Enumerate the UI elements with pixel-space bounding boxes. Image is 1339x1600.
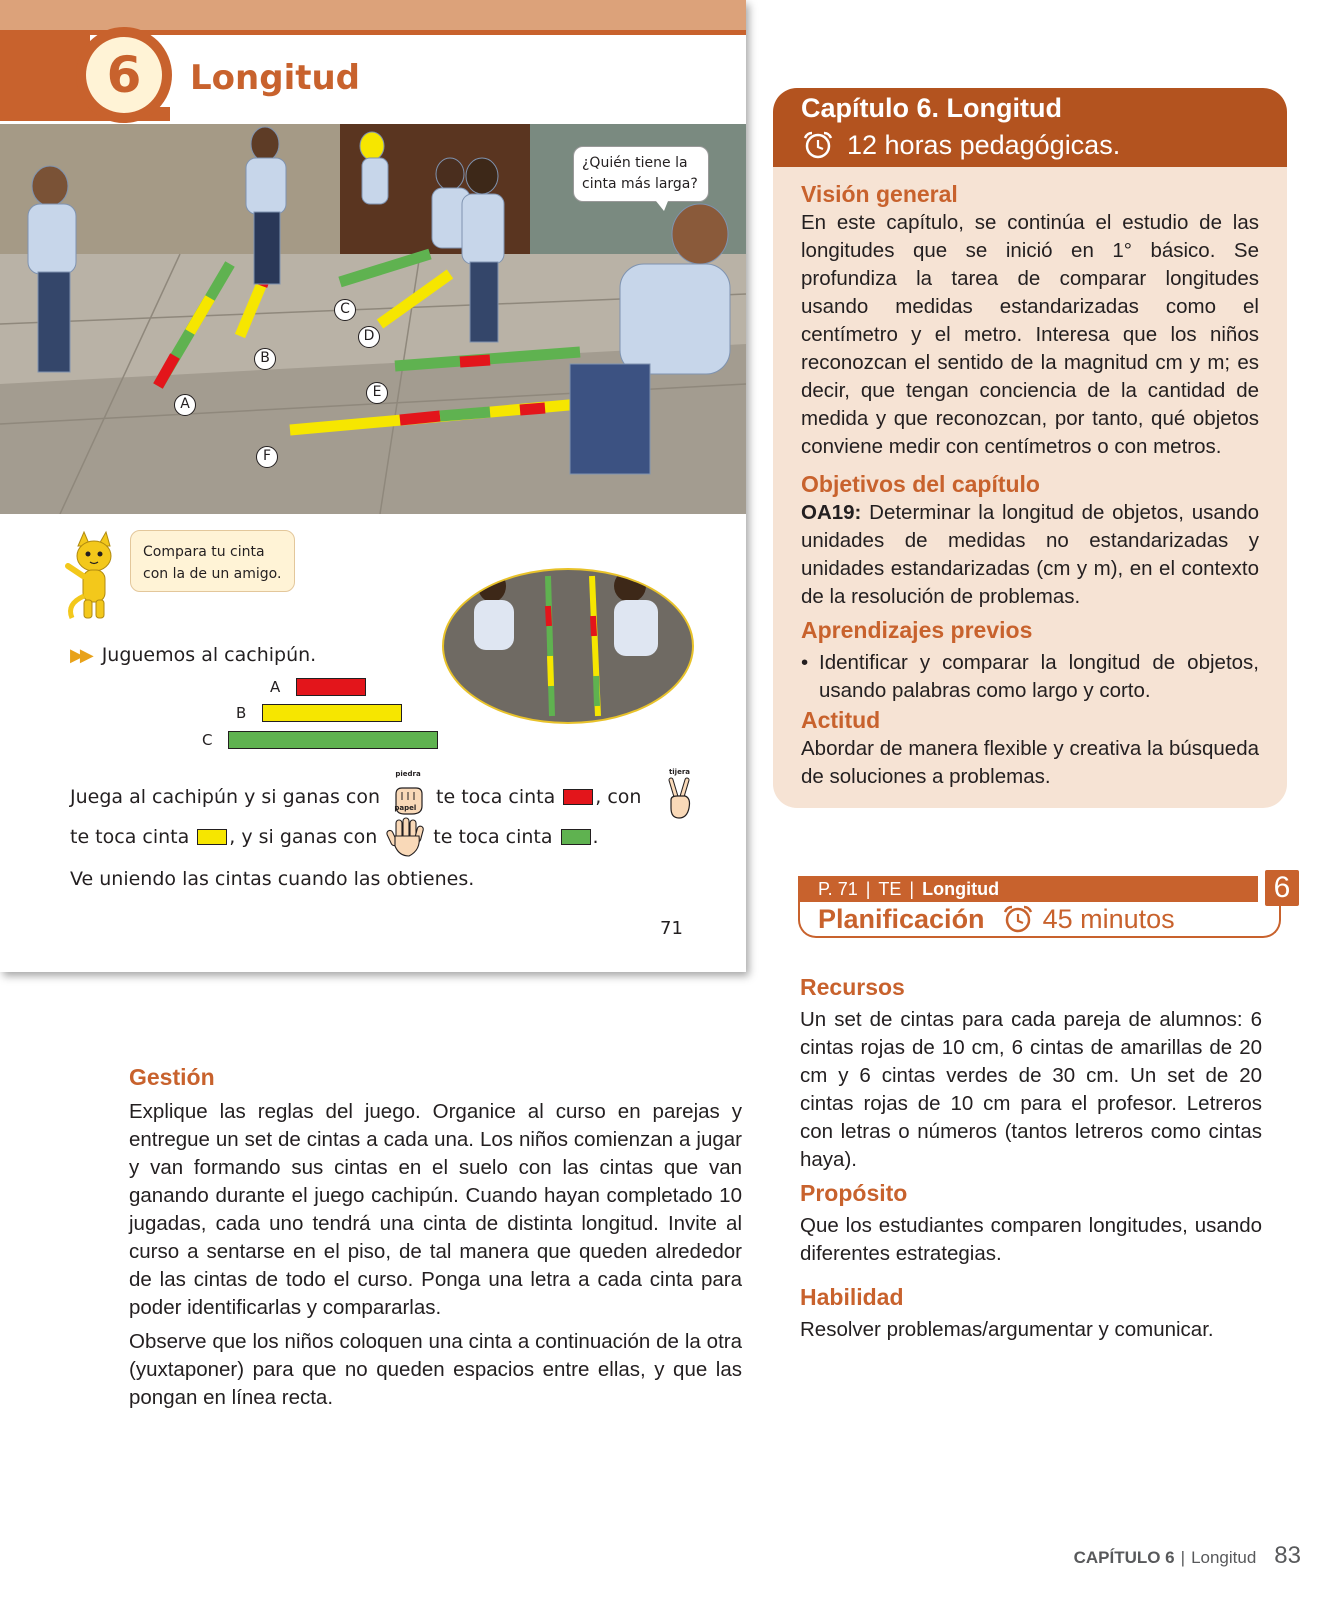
tape-label-c: C bbox=[334, 299, 356, 321]
resources-heading: Recursos bbox=[800, 974, 905, 1000]
chapter-hours-text: 12 horas pedagógicas. bbox=[847, 130, 1121, 160]
page-footer bbox=[1074, 1542, 1301, 1570]
footer-topic: Longitud bbox=[1191, 1548, 1257, 1567]
objective-oa19 bbox=[801, 499, 1259, 611]
page-title: Longitud bbox=[190, 58, 361, 98]
floor-photo bbox=[440, 566, 696, 726]
prior-learning-item bbox=[801, 649, 1259, 705]
prior-learning-text: Identificar y comparar la longitud de objetos, usando palabras como largo y corto. bbox=[819, 651, 1259, 702]
chapter-box-title: Capítulo 6. Longitud bbox=[801, 93, 1062, 123]
chapter-info-box bbox=[773, 88, 1287, 808]
management-paragraph-2: Observe que los niños coloquen una cinta a continuación de la otra (yuxtaponer) para que no queden espacios entre ellas, y que las pongan en línea recta. bbox=[129, 1330, 742, 1409]
oa19-text: Determinar la longitud de objetos, usando unidades de medidas no estandarizadas y unidades estandarizadas (cm y m), en el contexto de la resolución de problemas. bbox=[801, 501, 1259, 608]
cat-speech-bubble: Compara tu cinta con la de un amigo. bbox=[130, 530, 295, 592]
question-bubble: ¿Quién tiene la cinta más larga? bbox=[573, 146, 709, 202]
paper-label: papel bbox=[394, 804, 417, 812]
rule-text-2d: . bbox=[592, 826, 599, 848]
prior-learning-heading: Aprendizajes previos bbox=[801, 617, 1033, 643]
rule-text-2b: , y si ganas con bbox=[229, 826, 378, 848]
objectives-heading: Objetivos del capítulo bbox=[801, 471, 1040, 497]
chapter-number: 6 bbox=[86, 37, 162, 113]
student-page-number: 71 bbox=[660, 918, 683, 939]
red-swatch bbox=[563, 789, 593, 805]
yellow-swatch bbox=[197, 829, 227, 845]
play-arrows-icon: ▶▶ bbox=[70, 644, 90, 665]
alarm-clock-icon bbox=[1001, 904, 1035, 934]
page-ref: P. 71 bbox=[818, 879, 858, 899]
attitude-text: Abordar de manera flexible y creativa la búsqueda de soluciones a problemas. bbox=[801, 737, 1259, 788]
management-section bbox=[129, 1062, 742, 1418]
planning-details bbox=[800, 970, 1262, 1344]
footer-chapter: CAPÍTULO 6 bbox=[1073, 1548, 1175, 1567]
purpose-heading: Propósito bbox=[800, 1180, 908, 1206]
green-swatch bbox=[561, 829, 591, 845]
tape-label-d: D bbox=[358, 326, 380, 348]
rule-line-3: Ve uniendo las cintas cuando las obtienes. bbox=[70, 868, 475, 890]
bullet-icon: • bbox=[801, 651, 809, 674]
oa19-label: OA19: bbox=[801, 501, 862, 524]
vision-text: En este capítulo, se continúa el estudio de las longitudes que se inició en 1° básico. Se profundiza la tarea de comparar longitudes usando medidas estandarizadas como el centímetro y el metro. Interesa que los niños reconozcan el sentido de la magnitud cm y m; es decir, que tengan conciencia de la cantidad de medida y que reconozcan, por tanto, qué objetos conviene medir con centímetros o con metros. bbox=[801, 211, 1259, 458]
rule-line-2 bbox=[70, 804, 599, 860]
tape-label-e: E bbox=[366, 382, 388, 404]
te-label: TE bbox=[878, 879, 902, 899]
separator: | bbox=[1180, 1548, 1186, 1567]
attitude-heading: Actitud bbox=[801, 707, 881, 733]
purpose-text: Que los estudiantes comparen longitudes, usando diferentes estrategias. bbox=[800, 1214, 1262, 1265]
rule-text-1a: Juega al cachipún y si ganas con bbox=[70, 786, 381, 808]
rule-text-2a: te toca cinta bbox=[70, 826, 190, 848]
header-band bbox=[0, 0, 746, 30]
footer-page-number: 83 bbox=[1274, 1542, 1301, 1569]
rule-text-1b: te toca cinta bbox=[436, 786, 556, 808]
chapter-box-header bbox=[773, 88, 1287, 167]
bar-b-tape bbox=[262, 704, 402, 722]
chapter-tab: 6 bbox=[1263, 868, 1301, 908]
activity-text: Juguemos al cachipún. bbox=[101, 644, 317, 666]
skill-text: Resolver problemas/argumentar y comunicar. bbox=[800, 1318, 1214, 1341]
rule-text-2c: te toca cinta bbox=[433, 826, 553, 848]
separator: | bbox=[865, 879, 871, 899]
management-heading: Gestión bbox=[129, 1064, 215, 1090]
tape-label-b: B bbox=[254, 348, 276, 370]
activity-line bbox=[70, 644, 316, 666]
bar-c bbox=[202, 731, 438, 749]
rule-text-1c: , con bbox=[595, 786, 642, 808]
resources-text: Un set de cintas para cada pareja de alumnos: 6 cintas rojas de 10 cm, 6 cintas de amarillas de 20 cm y 6 cintas verdes de 30 cm. Un set de 20 cintas rojas de 10 cm para el profesor. Letreros con letras o números (tantos letreros como cintas haya). bbox=[800, 1008, 1262, 1171]
planning-title: Planificación bbox=[818, 903, 985, 934]
planning-bar bbox=[798, 876, 1258, 902]
management-paragraph-1: Explique las reglas del juego. Organice al curso en parejas y entregue un set de cintas a cada una. Los niños comienzan a jugar y van formando sus cintas en el suelo con las cintas que van ganando durante el juego cachipún. Cuando hayan completado 10 jugadas, cada uno tendrá una cinta de distinta longitud. Invite al curso a sentarse en el piso, de tal manera que queden alrededor de las cintas de todo el curso. Ponga una letra a cada cinta para poder identificarlas y compararlas. bbox=[129, 1100, 742, 1319]
bar-a-tape bbox=[296, 678, 366, 696]
bar-a-letter: A bbox=[270, 678, 281, 696]
planning-time: 45 minutos bbox=[1042, 903, 1175, 934]
skill-heading: Habilidad bbox=[800, 1284, 904, 1310]
scissors-hand-icon bbox=[659, 768, 699, 820]
student-page bbox=[0, 0, 746, 972]
rock-label: piedra bbox=[395, 770, 421, 778]
alarm-clock-icon bbox=[801, 130, 835, 160]
classroom-photo bbox=[0, 124, 746, 514]
chapter-box-body bbox=[773, 167, 1287, 791]
chapter-hours bbox=[801, 126, 1259, 164]
planning-topic: Longitud bbox=[922, 879, 1000, 899]
bar-b-letter: B bbox=[236, 704, 247, 722]
paper-hand-icon bbox=[385, 804, 425, 860]
chapter-badge bbox=[76, 27, 172, 123]
tape-label-f: F bbox=[256, 446, 278, 468]
bar-c-letter: C bbox=[202, 731, 213, 749]
bar-a bbox=[270, 678, 366, 696]
bar-c-tape bbox=[228, 731, 438, 749]
cat-mascot bbox=[62, 526, 124, 622]
scissors-label: tijera bbox=[668, 768, 691, 776]
separator: | bbox=[909, 879, 915, 899]
spacer bbox=[800, 1268, 1262, 1280]
tape-label-a: A bbox=[174, 394, 196, 416]
planning-title-box bbox=[798, 902, 1281, 938]
bar-b bbox=[236, 704, 402, 722]
vision-heading: Visión general bbox=[801, 181, 958, 207]
